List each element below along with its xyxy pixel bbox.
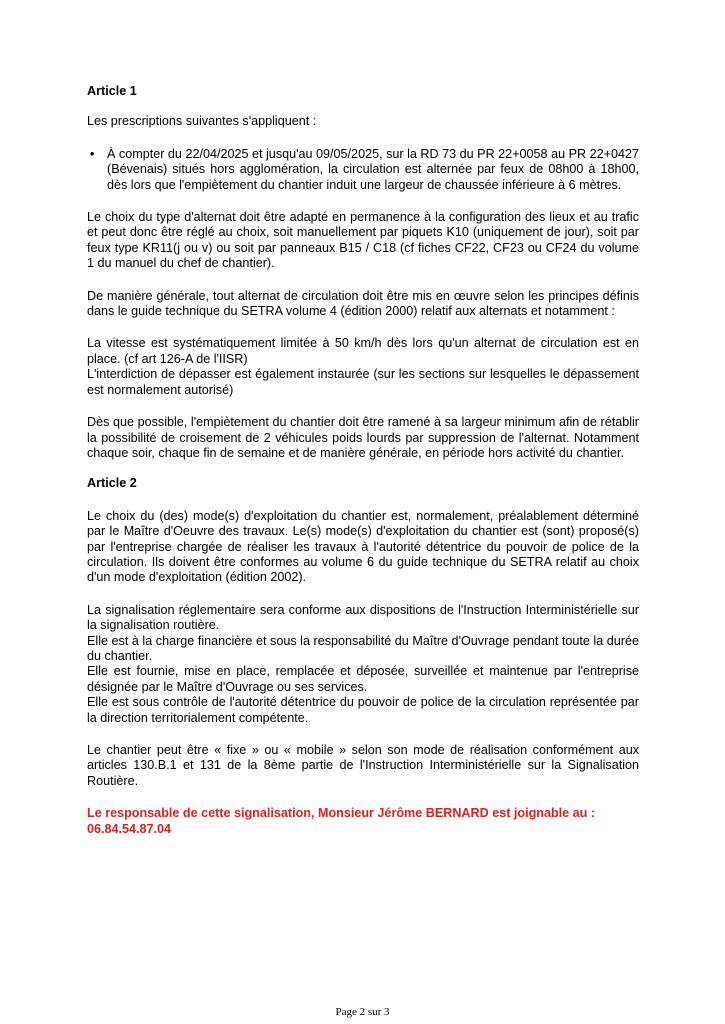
page-body bbox=[87, 84, 639, 837]
article-1-paragraph-general: De manière générale, tout alternat de circulation doit être mis en œuvre selon les principes définis dans le guide technique du SETRA volume 4 (édition 2000) relatif aux alternats et notamment : bbox=[87, 288, 639, 319]
article-2-heading: Article 2 bbox=[87, 476, 137, 491]
page-number: Page 2 sur 3 bbox=[335, 1006, 390, 1018]
article-2-paragraph-signage-conformity: La signalisation réglementaire sera conforme aux dispositions de l'Instruction Interministérielle sur la signalisation routière. bbox=[87, 602, 639, 633]
article-1-paragraph-alternat-choice: Le choix du type d'alternat doit être adapté en permanence à la configuration des lieux et au trafic et peut donc être réglé au choix, soit manuellement par piquets K10 (uniquement de jour), soit par feux type KR11(j ou v) ou soit par panneaux B15 / C18 (cf fiches CF22, CF23 ou CF24 du volume 1 du manuel du chef de chantier). bbox=[87, 210, 639, 271]
list-item bbox=[87, 147, 639, 193]
contact-phone: 06.84.54.87.04 bbox=[87, 821, 172, 836]
article-1-intro: Les prescriptions suivantes s'appliquent : bbox=[87, 114, 317, 129]
prescription-list bbox=[87, 147, 639, 193]
bullet-icon: • bbox=[90, 146, 95, 161]
article-2-paragraph-signage-cost: Elle est à la charge financière et sous la responsabilité du Maître d'Ouvrage pendant toute la durée du chantier. bbox=[87, 633, 639, 663]
list-item-text: À compter du 22/04/2025 et jusqu'au 09/05/2025, sur la RD 73 du PR 22+0058 au PR 22+0427 (Bévenais) situés hors agglomération, la circulation est alternée par feux de 08h00 à 18h00, dès lors que l'empiètement du chantier induit une largeur de chaussée inférieure à 6 mètres. bbox=[107, 146, 639, 192]
article-1-paragraph-speed-limit: La vitesse est systématiquement limitée à 50 km/h dès lors qu'un alternat de circulation est en place. (cf art 126-A de l'IISR) bbox=[87, 336, 639, 366]
article-1-heading: Article 1 bbox=[87, 84, 137, 98]
article-1-paragraph-overtaking: L'interdiction de dépasser est également instaurée (sur les sections sur lesquelles le dépassement est normalement autorisé) bbox=[87, 367, 639, 397]
article-2-paragraph-operation-mode: Le choix du (des) mode(s) d'exploitation du chantier est, normalement, préalablement déterminé par le Maître d'Oeuvre des travaux. Le(s) mode(s) d'exploitation du chantier est (sont) proposé(s) par l'entreprise chargée de réaliser les travaux à l'autorité détentrice du pouvoir de police de la circulation. Ils doivent être conformes au volume 6 du guide technique du SETRA relatif au choix d'un mode d'exploitation (édition 2002). bbox=[87, 508, 639, 585]
article-2-paragraph-signage-control: Elle est sous contrôle de l'autorité détentrice du pouvoir de police de la circulation représentée par la direction territorialement compétente. bbox=[87, 695, 639, 725]
article-2-paragraph-signage-supply: Elle est fournie, mise en place, remplacée et déposée, surveillée et maintenue par l'entreprise désignée par le Maître d'Ouvrage ou ses services. bbox=[87, 664, 639, 694]
article-1-paragraph-encroachment: Dès que possible, l'empiètement du chantier doit être ramené à sa largeur minimum afin de rétablir la possibilité de croisement de 2 véhicules poids lourds par suppression de l'alternat. Notamment chaque soir, chaque fin de semaine et de manière générale, en période hors activité du chantier. bbox=[87, 415, 639, 460]
contact-line: Le responsable de cette signalisation, Monsieur Jérôme BERNARD est joignable au : bbox=[87, 806, 596, 821]
article-2-paragraph-fixed-mobile: Le chantier peut être « fixe » ou « mobile » selon son mode de réalisation conformément aux articles 130.B.1 et 131 de la 8ème partie de l'Instruction Interministérielle sur la Signalisation Routière. bbox=[87, 743, 639, 788]
